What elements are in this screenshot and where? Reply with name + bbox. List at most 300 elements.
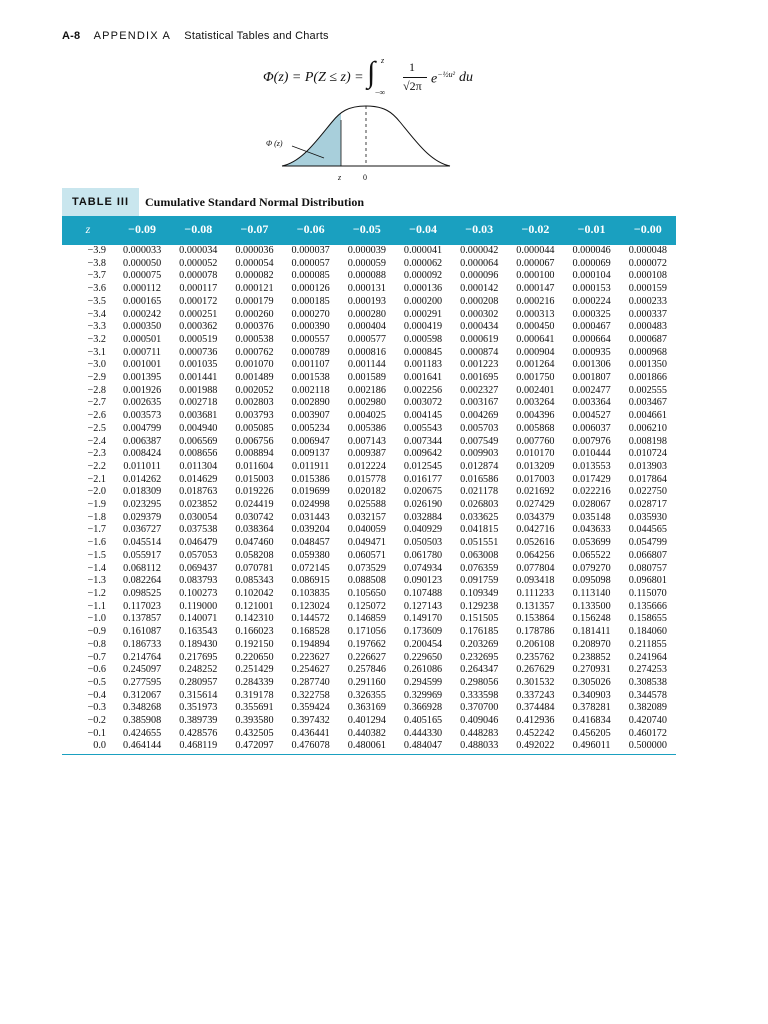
- probability-cell: 0.049471: [347, 537, 386, 549]
- probability-cell: 0.000280: [347, 308, 386, 320]
- probability-cell: 0.344578: [628, 689, 667, 701]
- probability-cell: 0.000034: [179, 245, 218, 256]
- probability-cell: 0.484047: [395, 740, 451, 754]
- header-row: [62, 216, 676, 244]
- table-row: [62, 347, 676, 360]
- probability-cell: 0.032157: [347, 511, 386, 523]
- probability-cell: 0.241964: [628, 651, 667, 663]
- column-header: −0.01: [564, 216, 620, 244]
- probability-cell: 0.050503: [403, 537, 443, 549]
- probability-cell: 0.013209: [516, 460, 555, 472]
- probability-cell: 0.055917: [122, 549, 162, 561]
- table-row: [62, 296, 676, 309]
- probability-cell: 0.005085: [235, 422, 274, 434]
- probability-cell: 0.073529: [347, 562, 386, 574]
- probability-cell: 0.171056: [347, 626, 386, 638]
- probability-cell: 0.011604: [235, 460, 274, 472]
- exponent: −½u²: [437, 70, 456, 79]
- probability-cell: 0.000046: [572, 245, 611, 256]
- table-row: [62, 244, 676, 258]
- probability-cell: 0.496011: [564, 740, 620, 754]
- z-value-cell: −2.2: [87, 460, 106, 472]
- probability-cell: 0.005386: [347, 422, 386, 434]
- probability-cell: 0.008198: [628, 435, 667, 447]
- probability-cell: 0.032884: [403, 511, 443, 523]
- probability-cell: 0.002477: [572, 384, 611, 396]
- probability-cell: 0.029379: [122, 511, 162, 523]
- probability-cell: 0.186733: [122, 638, 162, 650]
- fraction-bar: [403, 77, 427, 78]
- probability-cell: 0.035930: [628, 511, 667, 523]
- probability-cell: 0.000687: [628, 333, 667, 345]
- probability-cell: 0.291160: [347, 676, 386, 688]
- probability-cell: 0.063008: [460, 549, 499, 561]
- probability-cell: 0.000057: [291, 257, 330, 269]
- probability-cell: 0.348268: [122, 702, 162, 714]
- probability-cell: 0.001538: [291, 372, 330, 384]
- probability-cell: 0.000085: [291, 270, 330, 282]
- column-header: −0.02: [507, 216, 563, 244]
- probability-cell: 0.248252: [179, 664, 218, 676]
- table-row: [62, 474, 676, 487]
- probability-cell: 0.090123: [403, 575, 443, 587]
- probability-cell: 0.012874: [460, 460, 499, 472]
- probability-cell: 0.298056: [460, 676, 499, 688]
- probability-cell: 0.003907: [291, 410, 330, 422]
- exponential-base: e: [431, 71, 438, 87]
- probability-cell: 0.214764: [122, 651, 162, 663]
- probability-cell: 0.000112: [123, 283, 161, 295]
- probability-cell: 0.000108: [628, 270, 667, 282]
- z-value-cell: −1.3: [87, 575, 106, 587]
- table-row: [62, 499, 676, 512]
- probability-cell: 0.039204: [291, 524, 330, 536]
- probability-cell: 0.015003: [235, 473, 274, 485]
- probability-cell: 0.001589: [347, 372, 386, 384]
- probability-cell: 0.082264: [122, 575, 162, 587]
- probability-cell: 0.011304: [179, 460, 218, 472]
- probability-cell: 0.409046: [460, 715, 499, 727]
- probability-cell: 0.040059: [347, 524, 386, 536]
- probability-cell: 0.000041: [403, 245, 443, 256]
- z-value-cell: −0.6: [87, 664, 106, 676]
- probability-cell: 0.156248: [572, 613, 611, 625]
- probability-cell: 0.070781: [235, 562, 274, 574]
- probability-cell: 0.111233: [516, 587, 555, 599]
- probability-cell: 0.076359: [460, 562, 499, 574]
- z-value-cell: −1.4: [87, 562, 106, 574]
- probability-cell: 0.025588: [347, 499, 386, 511]
- probability-cell: 0.005234: [291, 422, 330, 434]
- column-header: −0.06: [283, 216, 339, 244]
- z-axis-label: z: [338, 173, 342, 182]
- probability-cell: 0.308538: [628, 676, 667, 688]
- probability-cell: 0.140071: [179, 613, 218, 625]
- probability-cell: 0.127143: [403, 600, 443, 612]
- probability-cell: 0.034379: [516, 511, 555, 523]
- z-value-cell: −1.6: [87, 537, 106, 549]
- table-row: [62, 702, 676, 715]
- probability-cell: 0.001144: [347, 359, 386, 371]
- probability-cell: 0.003467: [628, 397, 667, 409]
- probability-cell: 0.412936: [516, 715, 555, 727]
- probability-cell: 0.113140: [572, 587, 611, 599]
- probability-cell: 0.000075: [122, 270, 162, 282]
- probability-cell: 0.001035: [179, 359, 218, 371]
- z-value-cell: −3.0: [87, 359, 106, 371]
- probability-cell: 0.000126: [291, 283, 330, 295]
- probability-cell: 0.054799: [628, 537, 667, 549]
- probability-cell: 0.416834: [572, 715, 611, 727]
- probability-cell: 0.000104: [572, 270, 611, 282]
- table-row: [62, 575, 676, 588]
- probability-cell: 0.000419: [403, 321, 443, 333]
- probability-cell: 0.019699: [291, 486, 330, 498]
- exponential-term: [431, 70, 455, 88]
- probability-cell: 0.103835: [291, 587, 330, 599]
- probability-cell: 0.363169: [347, 702, 386, 714]
- column-header: −0.00: [620, 216, 676, 244]
- probability-cell: 0.013903: [628, 460, 667, 472]
- z-value-cell: −2.7: [87, 397, 106, 409]
- probability-cell: 0.045514: [122, 537, 162, 549]
- probability-cell: 0.102042: [235, 587, 274, 599]
- probability-cell: 0.194894: [291, 638, 330, 650]
- probability-cell: 0.261086: [403, 664, 443, 676]
- probability-cell: 0.001750: [516, 372, 555, 384]
- table-row: [62, 486, 676, 499]
- probability-cell: 0.000816: [347, 346, 386, 358]
- probability-cell: 0.021692: [516, 486, 555, 498]
- probability-cell: 0.006037: [572, 422, 611, 434]
- column-header: −0.09: [114, 216, 170, 244]
- probability-cell: 0.016586: [460, 473, 499, 485]
- probability-cell: 0.098525: [122, 587, 162, 599]
- probability-cell: 0.061780: [403, 549, 443, 561]
- probability-cell: 0.000224: [572, 295, 611, 307]
- table-number-tag: TABLE III: [62, 188, 139, 216]
- probability-cell: 0.000059: [347, 257, 386, 269]
- probability-cell: 0.277595: [122, 676, 162, 688]
- probability-cell: 0.452242: [516, 727, 555, 739]
- fraction-numerator: 1: [409, 60, 415, 74]
- table-row: [62, 410, 676, 423]
- probability-cell: 0.000072: [628, 257, 667, 269]
- probability-cell: 0.492022: [507, 740, 563, 754]
- probability-cell: 0.012224: [347, 460, 386, 472]
- probability-cell: 0.002980: [347, 397, 386, 409]
- probability-cell: 0.011911: [291, 460, 330, 472]
- probability-cell: 0.020675: [403, 486, 443, 498]
- appendix-label: APPENDIX A: [93, 30, 172, 42]
- probability-cell: 0.217695: [179, 651, 218, 663]
- probability-cell: 0.374484: [516, 702, 555, 714]
- z-value-cell: −2.4: [87, 435, 106, 447]
- probability-cell: 0.158655: [628, 613, 667, 625]
- probability-cell: 0.018309: [122, 486, 162, 498]
- probability-cell: 0.010444: [572, 448, 611, 460]
- probability-cell: 0.069437: [179, 562, 218, 574]
- probability-cell: 0.115070: [628, 587, 667, 599]
- probability-cell: 0.000100: [516, 270, 555, 282]
- probability-cell: 0.000078: [179, 270, 218, 282]
- probability-cell: 0.010170: [516, 448, 555, 460]
- probability-cell: 0.329969: [403, 689, 443, 701]
- z-value-cell: −1.2: [87, 587, 106, 599]
- probability-cell: 0.001988: [179, 384, 218, 396]
- probability-cell: 0.004940: [179, 422, 218, 434]
- probability-cell: 0.000350: [122, 321, 162, 333]
- probability-cell: 0.000968: [628, 346, 667, 358]
- probability-cell: 0.000052: [179, 257, 218, 269]
- zero-axis-label: 0: [363, 173, 367, 182]
- probability-cell: 0.000036: [235, 245, 274, 256]
- probability-cell: 0.035148: [572, 511, 611, 523]
- probability-cell: 0.000291: [403, 308, 443, 320]
- probability-cell: 0.146859: [347, 613, 386, 625]
- probability-cell: 0.312067: [122, 689, 162, 701]
- probability-cell: 0.245097: [122, 664, 162, 676]
- probability-cell: 0.031443: [291, 511, 330, 523]
- probability-cell: 0.058208: [235, 549, 274, 561]
- probability-cell: 0.074934: [403, 562, 443, 574]
- table-header: [62, 216, 676, 244]
- probability-cell: 0.018763: [179, 486, 218, 498]
- probability-cell: 0.133500: [572, 600, 611, 612]
- probability-cell: 0.085343: [235, 575, 274, 587]
- table-body: [62, 244, 676, 755]
- probability-cell: 0.238852: [572, 651, 611, 663]
- probability-cell: 0.008894: [235, 448, 274, 460]
- probability-cell: 0.137857: [122, 613, 162, 625]
- probability-cell: 0.004661: [628, 410, 667, 422]
- table-row: [62, 563, 676, 576]
- probability-cell: 0.397432: [291, 715, 330, 727]
- probability-cell: 0.000736: [179, 346, 218, 358]
- probability-cell: 0.001070: [235, 359, 274, 371]
- probability-cell: 0.036727: [122, 524, 162, 536]
- table-row: [62, 385, 676, 398]
- table-row: [62, 512, 676, 525]
- probability-cell: 0.206108: [516, 638, 555, 650]
- probability-cell: 0.001107: [291, 359, 330, 371]
- probability-cell: 0.444330: [403, 727, 443, 739]
- probability-cell: 0.192150: [235, 638, 274, 650]
- probability-cell: 0.105650: [347, 587, 386, 599]
- probability-cell: 0.037538: [179, 524, 218, 536]
- probability-cell: 0.211855: [628, 638, 667, 650]
- probability-cell: 0.003264: [516, 397, 555, 409]
- probability-cell: 0.287740: [291, 676, 330, 688]
- z-value-cell: −0.7: [87, 651, 106, 663]
- probability-cell: 0.149170: [403, 613, 443, 625]
- probability-cell: 0.123024: [291, 600, 330, 612]
- probability-cell: 0.059380: [291, 549, 330, 561]
- probability-cell: 0.254627: [291, 664, 330, 676]
- probability-cell: 0.385908: [122, 715, 162, 727]
- probability-cell: 0.005543: [403, 422, 443, 434]
- probability-cell: 0.117023: [123, 600, 161, 612]
- fraction-denominator: √2π: [403, 79, 422, 93]
- probability-cell: 0.002327: [460, 384, 499, 396]
- integral-lower-limit: −∞: [375, 88, 386, 97]
- probability-cell: 0.424655: [122, 727, 162, 739]
- probability-cell: 0.267629: [516, 664, 555, 676]
- z-value-cell: −3.5: [87, 295, 106, 307]
- table-row: [62, 588, 676, 601]
- z-value-cell: −0.5: [87, 676, 106, 688]
- probability-cell: 0.006756: [235, 435, 274, 447]
- probability-cell: 0.064256: [516, 549, 555, 561]
- probability-cell: 0.047460: [235, 537, 274, 549]
- probability-cell: 0.161087: [122, 626, 162, 638]
- probability-cell: 0.464144: [114, 740, 170, 754]
- probability-cell: 0.040929: [403, 524, 443, 536]
- probability-cell: 0.024419: [235, 499, 274, 511]
- z-value-cell: −0.8: [87, 638, 106, 650]
- probability-cell: 0.004396: [516, 410, 555, 422]
- probability-cell: 0.420740: [628, 715, 667, 727]
- table-row: [62, 690, 676, 703]
- z-value-cell: −3.7: [87, 270, 106, 282]
- table-row: [62, 524, 676, 537]
- table-row: [62, 309, 676, 322]
- probability-cell: 0.001641: [403, 372, 443, 384]
- probability-cell: 0.109349: [460, 587, 499, 599]
- probability-cell: 0.480061: [339, 740, 395, 754]
- probability-cell: 0.301532: [516, 676, 555, 688]
- probability-cell: 0.000153: [572, 283, 611, 295]
- probability-cell: 0.001866: [628, 372, 667, 384]
- probability-cell: 0.232695: [460, 651, 499, 663]
- probability-cell: 0.000131: [347, 283, 386, 295]
- z-value-cell: −2.0: [87, 486, 106, 498]
- probability-cell: 0.000033: [122, 245, 162, 256]
- table-row: [62, 397, 676, 410]
- probability-cell: 0.270931: [572, 664, 611, 676]
- probability-cell: 0.000037: [291, 245, 330, 256]
- probability-cell: 0.000172: [179, 295, 218, 307]
- probability-cell: 0.072145: [291, 562, 330, 574]
- probability-cell: 0.000390: [291, 321, 330, 333]
- probability-cell: 0.440382: [347, 727, 386, 739]
- probability-cell: 0.000577: [347, 333, 386, 345]
- z-value-cell: −2.6: [87, 410, 106, 422]
- probability-cell: 0.026803: [460, 499, 499, 511]
- probability-cell: 0.091759: [460, 575, 499, 587]
- probability-cell: 0.046479: [179, 537, 218, 549]
- probability-cell: 0.000044: [516, 245, 555, 256]
- table-row: [62, 550, 676, 563]
- probability-cell: 0.000088: [347, 270, 386, 282]
- probability-cell: 0.000200: [403, 295, 443, 307]
- probability-cell: 0.382089: [628, 702, 667, 714]
- probability-cell: 0.000434: [460, 321, 499, 333]
- probability-cell: 0.000519: [179, 333, 218, 345]
- z-value-cell: −1.8: [87, 511, 106, 523]
- probability-cell: 0.000193: [347, 295, 386, 307]
- probability-cell: 0.280957: [179, 676, 218, 688]
- probability-cell: 0.000270: [291, 308, 330, 320]
- probability-cell: 0.000501: [122, 333, 162, 345]
- z-value-cell: −0.4: [87, 689, 106, 701]
- probability-cell: 0.003573: [122, 410, 162, 422]
- probability-cell: 0.011011: [123, 460, 161, 472]
- probability-cell: 0.144572: [291, 613, 330, 625]
- cdf-formula: [263, 58, 503, 102]
- probability-cell: 0.000337: [628, 308, 667, 320]
- integral-upper-limit: z: [381, 56, 385, 65]
- probability-cell: 0.001350: [628, 359, 667, 371]
- probability-cell: 0.079270: [572, 562, 611, 574]
- probability-cell: 0.476078: [283, 740, 339, 754]
- normal-curve-figure: [262, 100, 482, 184]
- table-row: [62, 283, 676, 296]
- probability-cell: 0.337243: [516, 689, 555, 701]
- probability-cell: 0.008656: [179, 448, 218, 460]
- probability-cell: 0.006210: [628, 422, 667, 434]
- probability-cell: 0.008424: [122, 448, 162, 460]
- probability-cell: 0.000619: [460, 333, 499, 345]
- z-value-cell: −0.1: [87, 727, 106, 739]
- probability-cell: 0.004527: [572, 410, 611, 422]
- probability-cell: 0.129238: [460, 600, 499, 612]
- table-row: [62, 728, 676, 741]
- probability-cell: 0.028067: [572, 499, 611, 511]
- probability-cell: 0.016177: [403, 473, 443, 485]
- integral-sign: ∫: [367, 56, 376, 89]
- probability-cell: 0.235762: [516, 651, 555, 663]
- table-row: [62, 270, 676, 283]
- table-row: [62, 601, 676, 614]
- probability-cell: 0.003681: [179, 410, 218, 422]
- probability-cell: 0.009137: [291, 448, 330, 460]
- probability-cell: 0.000048: [628, 245, 667, 256]
- table-row: [62, 740, 676, 754]
- table-row: [62, 359, 676, 372]
- table-row: [62, 461, 676, 474]
- probability-cell: 0.088508: [347, 575, 386, 587]
- probability-cell: 0.340903: [572, 689, 611, 701]
- probability-cell: 0.000082: [235, 270, 274, 282]
- probability-cell: 0.355691: [235, 702, 274, 714]
- probability-cell: 0.319178: [235, 689, 274, 701]
- probability-cell: 0.488033: [451, 740, 507, 754]
- probability-cell: 0.460172: [628, 727, 667, 739]
- probability-cell: 0.000641: [516, 333, 555, 345]
- probability-cell: 0.007143: [347, 435, 386, 447]
- probability-cell: 0.366928: [403, 702, 443, 714]
- probability-cell: 0.107488: [403, 587, 443, 599]
- probability-cell: 0.006387: [122, 435, 162, 447]
- probability-cell: 0.001395: [122, 372, 162, 384]
- probability-cell: 0.226627: [347, 651, 386, 663]
- z-value-cell: −3.4: [87, 308, 106, 320]
- probability-cell: 0.095098: [572, 575, 611, 587]
- probability-cell: 0.151505: [460, 613, 499, 625]
- probability-cell: 0.178786: [516, 626, 555, 638]
- probability-cell: 0.006569: [179, 435, 218, 447]
- probability-cell: 0.009387: [347, 448, 386, 460]
- probability-cell: 0.000147: [516, 283, 555, 295]
- phi-label: Φ (z): [266, 139, 283, 148]
- probability-cell: 0.000483: [628, 321, 667, 333]
- probability-cell: 0.030054: [179, 511, 218, 523]
- probability-cell: 0.021178: [460, 486, 499, 498]
- probability-cell: 0.456205: [572, 727, 611, 739]
- probability-cell: 0.000179: [235, 295, 274, 307]
- probability-cell: 0.001807: [572, 372, 611, 384]
